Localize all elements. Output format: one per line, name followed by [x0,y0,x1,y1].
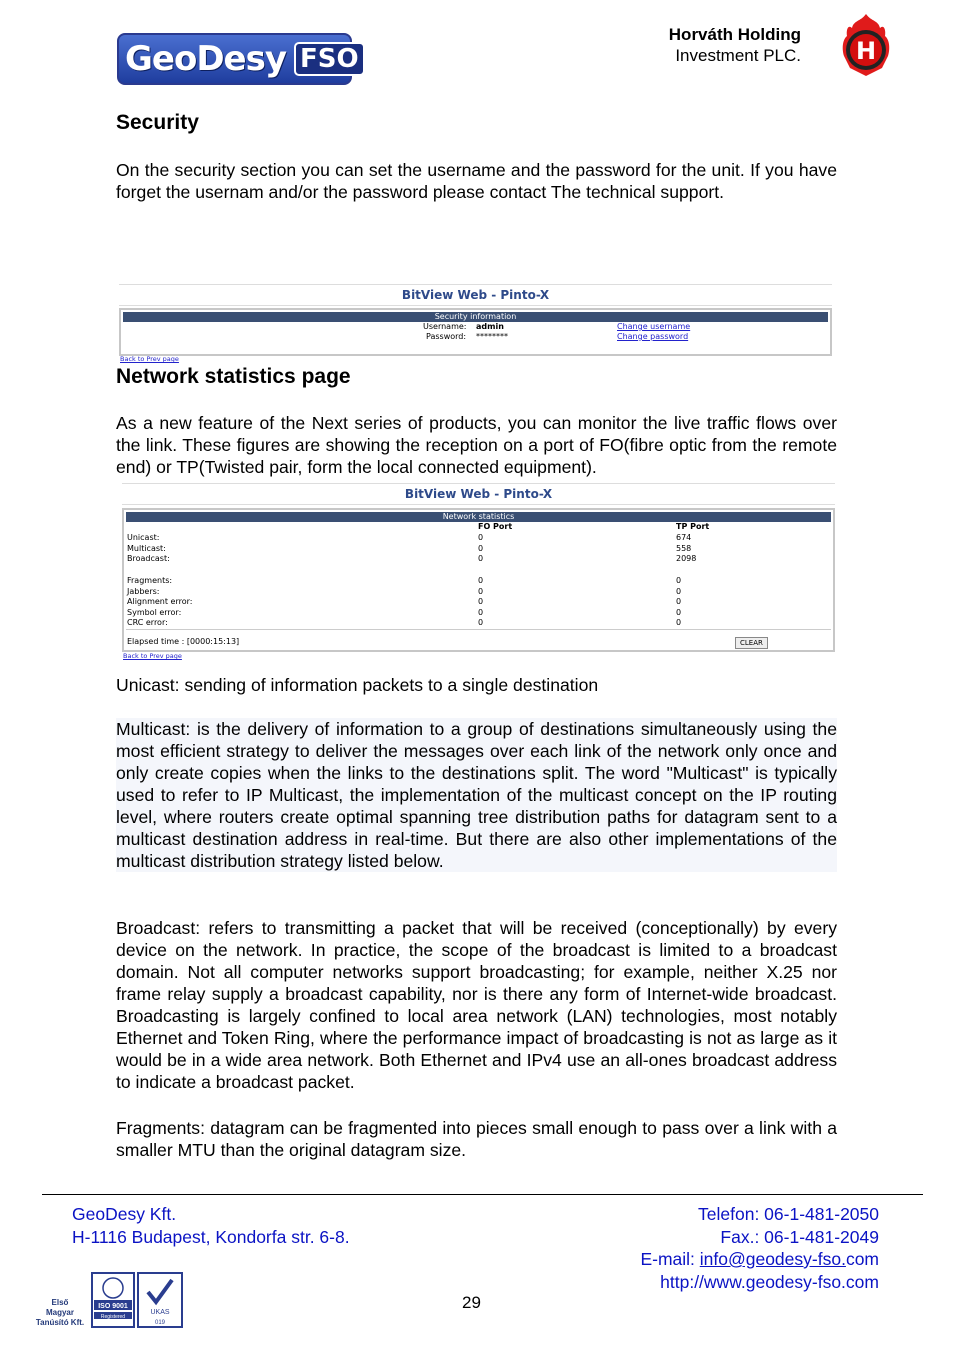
email-label: E-mail: [640,1249,700,1269]
footer-right [640,1203,879,1293]
footer-address: H-1116 Budapest, Kondorfa str. 6-8. [72,1226,350,1247]
username-value: admin [476,322,504,331]
security-info-bar: Security information [123,312,828,322]
network-stats-bar: Network statistics [126,512,831,522]
network-panel-screenshot [122,481,835,663]
cert-line-3: Tanúsító Kft. [35,1318,85,1327]
holding-subtitle: Investment PLC. [675,46,801,65]
stat-tp: 0 [676,607,682,617]
stat-tp: 0 [676,597,682,606]
stat-label: Symbol error: [127,607,182,617]
bitview-title: BitView Web - Pinto-X [119,284,832,306]
password-value: ******** [476,332,508,341]
security-paragraph: On the security section you can set the username and the password for the unit. If you have forget the usernam and/or the password please contact The technical support. [116,160,837,202]
logo-main-text: GeoDesy [125,39,287,79]
iso-sub: Registered [100,1314,126,1320]
stat-tp: 2098 [676,554,697,563]
bitview-title: BitView Web - Pinto-X [122,483,835,505]
unicast-definition: Unicast: sending of information packets to a single destination [116,675,599,695]
ukas-label: UKAS [150,1309,170,1316]
elapsed-time: Elapsed time : [0000:15:13] [127,637,240,646]
stat-tp: 558 [676,543,692,553]
divider [126,629,831,630]
multicast-definition: Multicast: is the delivery of information to a group of destinations simultaneously using the most efficient strategy to deliver the messages over each link of the network only once and only create copies when the links to the destinations split. The word "Multicast" is typically used to refer to IP Multicast, the implementation of the multicast concept on the IP routing level, where routers create optimal spanning tree distribution paths for datagram sent to a multicast destination address in real-time. But there are also other implementations of the multicast distribution strategy listed below. [116,719,837,871]
password-label: Password: [426,332,467,341]
stat-tp: 0 [676,586,682,596]
stat-fo: 0 [478,576,484,585]
security-panel-screenshot [119,282,832,366]
stat-label: Alignment error: [127,597,193,606]
security-info-box [119,308,832,356]
horvath-holding-logo-icon [838,12,894,78]
geodesy-fso-logo [117,33,359,85]
username-label: Username: [423,322,467,331]
back-to-prev-link[interactable]: Back to Prev page [123,652,182,660]
footer-left [72,1203,350,1248]
fragments-definition: Fragments: datagram can be fragmented into pieces small enough to pass over a link with a smaller MTU than the original datagram size. [116,1118,837,1160]
security-heading: Security [116,111,199,134]
stat-fo: 0 [478,543,484,553]
stat-fo: 0 [478,607,484,617]
change-password-link[interactable]: Change password [617,332,689,341]
logo-sub-text: FSO [294,42,365,76]
col-fo-port: FO Port [478,522,513,531]
footer-company: GeoDesy Kft. [72,1204,177,1224]
footer-phone: Telefon: 06-1-481-2050 [698,1204,879,1224]
network-heading: Network statistics page [116,365,351,388]
stat-fo: 0 [478,554,484,563]
footer-fax: Fax.: 06-1-481-2049 [720,1226,879,1247]
stat-fo: 0 [478,618,484,627]
stat-label: Jabbers: [127,586,160,596]
stat-fo: 0 [478,597,484,606]
clear-button[interactable]: CLEAR [735,637,768,649]
stat-tp: 674 [676,533,692,542]
ukas-number: 019 [154,1320,166,1326]
stat-label: Broadcast: [127,554,170,563]
change-username-link[interactable]: Change username [617,322,691,331]
stat-fo: 0 [478,586,484,596]
holding-name: Horváth Holding [668,25,801,44]
stat-label: Unicast: [127,533,160,542]
stat-tp: 0 [676,618,682,627]
footer-email [640,1248,879,1271]
certification-logos-icon [30,1268,185,1330]
email-link[interactable]: info@geodesy-fso. [699,1249,846,1269]
network-paragraph: As a new feature of the Next series of products, you can monitor the live traffic flows over the link. These figures are showing the reception on a port of FO(fibre optic from the remote end) or TP(Twisted pair, form the local connected equipment). [116,413,837,477]
back-to-prev-link[interactable]: Back to Prev page [120,355,179,363]
network-stats-box [122,508,835,652]
footer-website[interactable]: http://www.geodesy-fso.com [660,1271,879,1292]
col-tp-port: TP Port [676,522,710,531]
iso-label: ISO 9001 [98,1303,128,1310]
footer-rule [42,1194,923,1195]
stat-label: Multicast: [127,543,166,553]
cert-line-2: Magyar [45,1308,75,1317]
holding-block [669,24,801,66]
page-number: 29 [462,1293,481,1312]
stat-label: CRC error: [127,618,168,627]
badge-letter: H [855,37,877,65]
broadcast-definition: Broadcast: refers to transmitting a packet that will be received (conceptionally) by every device on the network. In practice, the scope of the broadcast is limited to a broadcast domain. Not all computer networks support broadcasting; for example, neither X.25 nor frame relay supply a broadcast capability, nor is there any form of Internet-wide broadcast. Broadcasting is largely confined to local area network (LAN) technologies, most notably Ethernet and Token Ring, where the performance impact of broadcasting is not as large as it would be in a wide area network. Both Ethernet and IPv4 use an all-ones broadcast address to indicate a broadcast packet. [116,918,837,1092]
cert-line-1: Első [51,1298,69,1307]
stat-fo: 0 [478,533,484,542]
stat-tp: 0 [676,576,682,585]
email-tail: com [845,1249,879,1269]
stat-label: Fragments: [127,576,173,585]
